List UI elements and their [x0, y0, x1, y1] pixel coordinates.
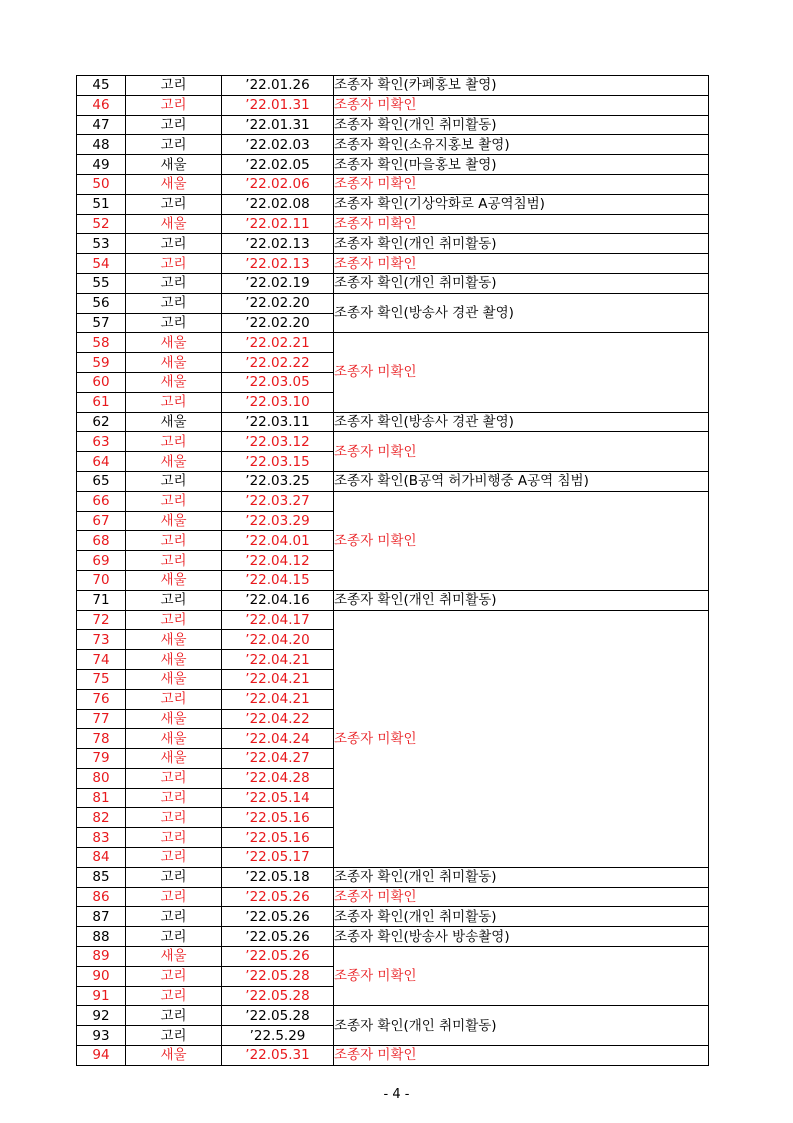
row-date-cell: ’22.05.31: [222, 1046, 334, 1066]
row-date-cell: ’22.02.05: [222, 155, 334, 175]
row-number-cell: 80: [77, 768, 126, 788]
table-row: [77, 115, 709, 135]
row-note-cell: 조종자 확인(개인 취미활동): [334, 115, 709, 135]
row-number-cell: 94: [77, 1046, 126, 1066]
row-number-cell: 52: [77, 214, 126, 234]
row-boat-cell: 고리: [126, 273, 222, 293]
row-boat-cell: 새울: [126, 749, 222, 769]
row-number-cell: 82: [77, 808, 126, 828]
row-note-cell: 조종자 확인(개인 취미활동): [334, 1006, 709, 1046]
row-note-cell: 조종자 미확인: [334, 432, 709, 472]
row-date-cell: ’22.04.12: [222, 551, 334, 571]
row-note-cell: 조종자 확인(개인 취미활동): [334, 590, 709, 610]
row-number-cell: 68: [77, 531, 126, 551]
row-note-cell: 조종자 미확인: [334, 333, 709, 412]
row-boat-cell: 새울: [126, 452, 222, 472]
row-date-cell: ’22.04.21: [222, 669, 334, 689]
row-boat-cell: 새울: [126, 669, 222, 689]
row-date-cell: ’22.03.10: [222, 392, 334, 412]
row-note-cell: 조종자 확인(방송사 방송촬영): [334, 927, 709, 947]
row-note-cell: 조종자 확인(기상악화로 A공역침범): [334, 194, 709, 214]
row-number-cell: 74: [77, 650, 126, 670]
table-row: [77, 947, 709, 967]
table-row: [77, 610, 709, 630]
row-boat-cell: 고리: [126, 610, 222, 630]
table-row: [77, 194, 709, 214]
row-boat-cell: 고리: [126, 135, 222, 155]
row-boat-cell: 고리: [126, 234, 222, 254]
row-date-cell: ’22.02.13: [222, 254, 334, 274]
row-number-cell: 92: [77, 1006, 126, 1026]
row-date-cell: ’22.02.03: [222, 135, 334, 155]
row-boat-cell: 새울: [126, 333, 222, 353]
page-number: - 4 -: [383, 1087, 410, 1102]
row-number-cell: 58: [77, 333, 126, 353]
table-row: [77, 234, 709, 254]
row-boat-cell: 고리: [126, 808, 222, 828]
row-date-cell: ’22.05.26: [222, 907, 334, 927]
row-note-cell: 조종자 확인(B공역 허가비행중 A공역 침범): [334, 471, 709, 491]
row-boat-cell: 고리: [126, 867, 222, 887]
row-number-cell: 49: [77, 155, 126, 175]
table-row: [77, 135, 709, 155]
row-boat-cell: 고리: [126, 551, 222, 571]
table-row: [77, 887, 709, 907]
table-row: [77, 1046, 709, 1066]
row-number-cell: 46: [77, 95, 126, 115]
row-date-cell: ’22.05.28: [222, 966, 334, 986]
row-date-cell: ’22.01.26: [222, 76, 334, 96]
table-row: [77, 867, 709, 887]
row-number-cell: 85: [77, 867, 126, 887]
row-date-cell: ’22.04.01: [222, 531, 334, 551]
row-boat-cell: 고리: [126, 828, 222, 848]
row-date-cell: ’22.05.16: [222, 808, 334, 828]
row-number-cell: 84: [77, 848, 126, 868]
row-boat-cell: 고리: [126, 313, 222, 333]
row-number-cell: 89: [77, 947, 126, 967]
row-note-cell: 조종자 미확인: [334, 610, 709, 867]
row-note-cell: 조종자 확인(개인 취미활동): [334, 907, 709, 927]
table-row: [77, 293, 709, 313]
row-boat-cell: 고리: [126, 848, 222, 868]
row-date-cell: ’22.05.26: [222, 927, 334, 947]
table-row: [77, 76, 709, 96]
row-boat-cell: 고리: [126, 392, 222, 412]
table-row: [77, 174, 709, 194]
table-row: [77, 907, 709, 927]
row-boat-cell: 고리: [126, 927, 222, 947]
row-note-cell: 조종자 미확인: [334, 947, 709, 1006]
row-number-cell: 77: [77, 709, 126, 729]
row-number-cell: 70: [77, 570, 126, 590]
row-note-cell: 조종자 미확인: [334, 254, 709, 274]
table-row: [77, 412, 709, 432]
row-boat-cell: 새울: [126, 1046, 222, 1066]
row-number-cell: 65: [77, 471, 126, 491]
row-date-cell: ’22.05.26: [222, 887, 334, 907]
row-date-cell: ’22.02.06: [222, 174, 334, 194]
row-date-cell: ’22.05.16: [222, 828, 334, 848]
row-boat-cell: 고리: [126, 768, 222, 788]
row-boat-cell: 새울: [126, 412, 222, 432]
row-boat-cell: 고리: [126, 966, 222, 986]
row-note-cell: 조종자 확인(소유지홍보 촬영): [334, 135, 709, 155]
row-boat-cell: 고리: [126, 689, 222, 709]
row-date-cell: ’22.01.31: [222, 115, 334, 135]
row-number-cell: 55: [77, 273, 126, 293]
row-number-cell: 48: [77, 135, 126, 155]
row-note-cell: 조종자 미확인: [334, 214, 709, 234]
row-number-cell: 81: [77, 788, 126, 808]
row-boat-cell: 새울: [126, 155, 222, 175]
row-date-cell: ’22.04.20: [222, 630, 334, 650]
row-number-cell: 90: [77, 966, 126, 986]
row-number-cell: 83: [77, 828, 126, 848]
table-row: [77, 471, 709, 491]
row-number-cell: 47: [77, 115, 126, 135]
row-number-cell: 78: [77, 729, 126, 749]
row-number-cell: 71: [77, 590, 126, 610]
row-number-cell: 93: [77, 1026, 126, 1046]
row-note-cell: 조종자 미확인: [334, 1046, 709, 1066]
row-number-cell: 91: [77, 986, 126, 1006]
row-number-cell: 86: [77, 887, 126, 907]
row-number-cell: 79: [77, 749, 126, 769]
table-row: [77, 432, 709, 452]
row-note-cell: 조종자 확인(개인 취미활동): [334, 273, 709, 293]
row-note-cell: 조종자 확인(방송사 경관 촬영): [334, 293, 709, 333]
row-date-cell: ’22.03.15: [222, 452, 334, 472]
row-date-cell: ’22.5.29: [222, 1026, 334, 1046]
table-row: [77, 254, 709, 274]
row-number-cell: 53: [77, 234, 126, 254]
table-row: [77, 155, 709, 175]
row-boat-cell: 고리: [126, 115, 222, 135]
row-note-cell: 조종자 미확인: [334, 491, 709, 590]
row-date-cell: ’22.03.27: [222, 491, 334, 511]
row-boat-cell: 고리: [126, 432, 222, 452]
table-row: [77, 333, 709, 353]
row-number-cell: 76: [77, 689, 126, 709]
row-boat-cell: 새울: [126, 353, 222, 373]
row-number-cell: 64: [77, 452, 126, 472]
row-date-cell: ’22.04.16: [222, 590, 334, 610]
row-boat-cell: 고리: [126, 76, 222, 96]
row-date-cell: ’22.05.17: [222, 848, 334, 868]
row-note-cell: 조종자 미확인: [334, 887, 709, 907]
row-date-cell: ’22.03.25: [222, 471, 334, 491]
row-date-cell: ’22.03.29: [222, 511, 334, 531]
row-boat-cell: 고리: [126, 254, 222, 274]
row-date-cell: ’22.04.17: [222, 610, 334, 630]
table-row: [77, 590, 709, 610]
row-number-cell: 75: [77, 669, 126, 689]
row-boat-cell: 새울: [126, 214, 222, 234]
row-number-cell: 59: [77, 353, 126, 373]
row-date-cell: ’22.04.21: [222, 689, 334, 709]
row-number-cell: 87: [77, 907, 126, 927]
row-date-cell: ’22.04.22: [222, 709, 334, 729]
row-note-cell: 조종자 확인(개인 취미활동): [334, 867, 709, 887]
row-number-cell: 50: [77, 174, 126, 194]
row-number-cell: 61: [77, 392, 126, 412]
row-number-cell: 63: [77, 432, 126, 452]
row-date-cell: ’22.05.18: [222, 867, 334, 887]
row-date-cell: ’22.02.22: [222, 353, 334, 373]
row-date-cell: ’22.02.11: [222, 214, 334, 234]
row-date-cell: ’22.02.08: [222, 194, 334, 214]
row-date-cell: ’22.05.26: [222, 947, 334, 967]
row-boat-cell: 새울: [126, 729, 222, 749]
row-date-cell: ’22.04.27: [222, 749, 334, 769]
row-boat-cell: 새울: [126, 511, 222, 531]
row-boat-cell: 고리: [126, 293, 222, 313]
row-number-cell: 69: [77, 551, 126, 571]
row-number-cell: 62: [77, 412, 126, 432]
row-date-cell: ’22.04.28: [222, 768, 334, 788]
row-boat-cell: 새울: [126, 630, 222, 650]
row-date-cell: ’22.04.15: [222, 570, 334, 590]
row-number-cell: 67: [77, 511, 126, 531]
row-date-cell: ’22.02.20: [222, 293, 334, 313]
row-boat-cell: 새울: [126, 372, 222, 392]
incident-table: [76, 75, 709, 1066]
table-row: [77, 273, 709, 293]
row-date-cell: ’22.01.31: [222, 95, 334, 115]
row-date-cell: ’22.03.05: [222, 372, 334, 392]
row-boat-cell: 고리: [126, 1026, 222, 1046]
table-row: [77, 927, 709, 947]
row-boat-cell: 새울: [126, 709, 222, 729]
row-date-cell: ’22.03.12: [222, 432, 334, 452]
row-note-cell: 조종자 확인(마을홍보 촬영): [334, 155, 709, 175]
row-date-cell: ’22.05.14: [222, 788, 334, 808]
row-number-cell: 45: [77, 76, 126, 96]
row-number-cell: 73: [77, 630, 126, 650]
row-boat-cell: 고리: [126, 887, 222, 907]
row-number-cell: 54: [77, 254, 126, 274]
row-date-cell: ’22.05.28: [222, 986, 334, 1006]
row-note-cell: 조종자 확인(방송사 경관 촬영): [334, 412, 709, 432]
row-note-cell: 조종자 미확인: [334, 95, 709, 115]
row-boat-cell: 새울: [126, 650, 222, 670]
row-boat-cell: 고리: [126, 531, 222, 551]
incident-table-body: [77, 76, 709, 1066]
table-row: [77, 214, 709, 234]
row-number-cell: 66: [77, 491, 126, 511]
table-row: [77, 491, 709, 511]
row-boat-cell: 고리: [126, 471, 222, 491]
row-number-cell: 88: [77, 927, 126, 947]
row-number-cell: 72: [77, 610, 126, 630]
row-boat-cell: 새울: [126, 947, 222, 967]
row-boat-cell: 고리: [126, 986, 222, 1006]
row-boat-cell: 새울: [126, 570, 222, 590]
row-note-cell: 조종자 확인(카페홍보 촬영): [334, 76, 709, 96]
row-boat-cell: 고리: [126, 1006, 222, 1026]
row-date-cell: ’22.03.11: [222, 412, 334, 432]
row-date-cell: ’22.02.20: [222, 313, 334, 333]
row-note-cell: 조종자 확인(개인 취미활동): [334, 234, 709, 254]
row-note-cell: 조종자 미확인: [334, 174, 709, 194]
row-number-cell: 51: [77, 194, 126, 214]
row-number-cell: 57: [77, 313, 126, 333]
row-date-cell: ’22.04.24: [222, 729, 334, 749]
row-boat-cell: 고리: [126, 590, 222, 610]
table-row: [77, 95, 709, 115]
row-date-cell: ’22.02.21: [222, 333, 334, 353]
row-date-cell: ’22.02.19: [222, 273, 334, 293]
row-date-cell: ’22.05.28: [222, 1006, 334, 1026]
table-row: [77, 1006, 709, 1026]
row-boat-cell: 고리: [126, 491, 222, 511]
row-boat-cell: 고리: [126, 788, 222, 808]
row-date-cell: ’22.02.13: [222, 234, 334, 254]
row-boat-cell: 고리: [126, 194, 222, 214]
row-boat-cell: 고리: [126, 95, 222, 115]
row-boat-cell: 새울: [126, 174, 222, 194]
row-number-cell: 56: [77, 293, 126, 313]
row-date-cell: ’22.04.21: [222, 650, 334, 670]
row-number-cell: 60: [77, 372, 126, 392]
row-boat-cell: 고리: [126, 907, 222, 927]
